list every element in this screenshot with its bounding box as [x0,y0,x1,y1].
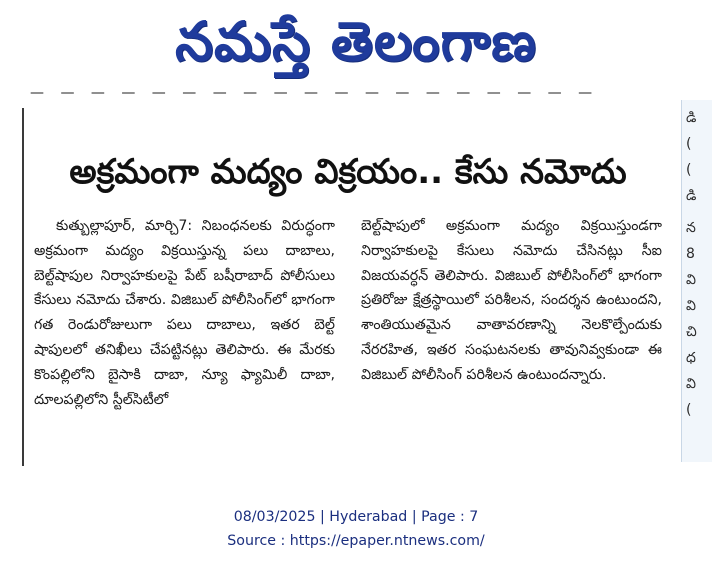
article-column-left [34,214,335,462]
column-rule [22,108,24,466]
article-paragraph: కుత్బుల్లాపూర్‌, మార్చి7: నిబంధనలకు విరుద్ధంగా అక్రమంగా మద్యం విక్రయిస్తున్న పలు దాబాలు, బెల్ట్‌షాపుల నిర్వాహకులపై పేట్‌ బషీరాబాద్‌ పోలీసులు కేసులు నమోదు చేశారు. విజిబుల్‌ పోలీసింగ్‌లో భాగంగా గత రెండురోజులుగా పలు దాబాలు, ఇతర బెల్ట్‌ షాపులలో తనిఖీలు చేపట్టినట్లు తెలిపారు. ఈ మేరకు కొంపల్లిలోని బైసాకి దాబా, న్యూ ఫ్యామిలీ దాబా, దూలపల్లిలోని స్టీల్‌సిటీలో [34,218,335,408]
fragment-line: వి [686,272,696,288]
newspaper-masthead [0,0,712,84]
article-clipping [20,92,678,469]
source-footer [0,505,712,553]
fragment-line: వి [686,376,696,392]
fragment-line: డి [686,110,697,126]
fragment-line: ధ [686,350,696,366]
fragment-line: డి [686,188,697,204]
article-paragraph: బెల్ట్‌షాపులో అక్రమంగా మద్యం విక్రయిస్తుండగా నిర్వాహకులపై కేసులు నమోదు చేసినట్లు సీఐ విజయవర్ధన్‌ తెలిపారు. విజిబుల్‌ పోలీసింగ్‌లో భాగంగా ప్రతిరోజు క్షేత్రస్థాయిలో పరిశీలన, సందర్శన ఉంటుందని, శాంతియుతమైన వాతావరణాన్ని నెలకొల్పేందుకు నేరరహిత, ఇతర సంఘటనలకు తావునివ్వకుండా ఈ విజిబుల్‌ పోలీసింగ్‌ పరిశీలన ఉంటుందన్నారు. [361,218,662,383]
edition-info: 08/03/2025 | Hyderabad | Page : 7 [233,509,479,525]
cropped-previous-line: — — — — — — — — — — — — — — — — — — — [30,92,599,101]
fragment-line: ( [686,136,692,152]
adjacent-article-fragment [681,100,712,462]
fragment-line: న [686,220,696,236]
fragment-line: 8 [686,246,695,262]
article-headline: అక్రమంగా మద్యం విక్రయం.. కేసు నమోదు [69,152,627,192]
fragment-line: వి [686,298,696,314]
fragment-line: చి [686,324,697,340]
masthead-title: నమస్తే తెలంగాణ [175,10,537,73]
fragment-line: ( [686,162,692,178]
fragment-line: ( [686,402,692,418]
article-column-right [361,214,662,462]
article-body [34,214,662,462]
source-url: Source : https://epaper.ntnews.com/ [227,533,485,549]
